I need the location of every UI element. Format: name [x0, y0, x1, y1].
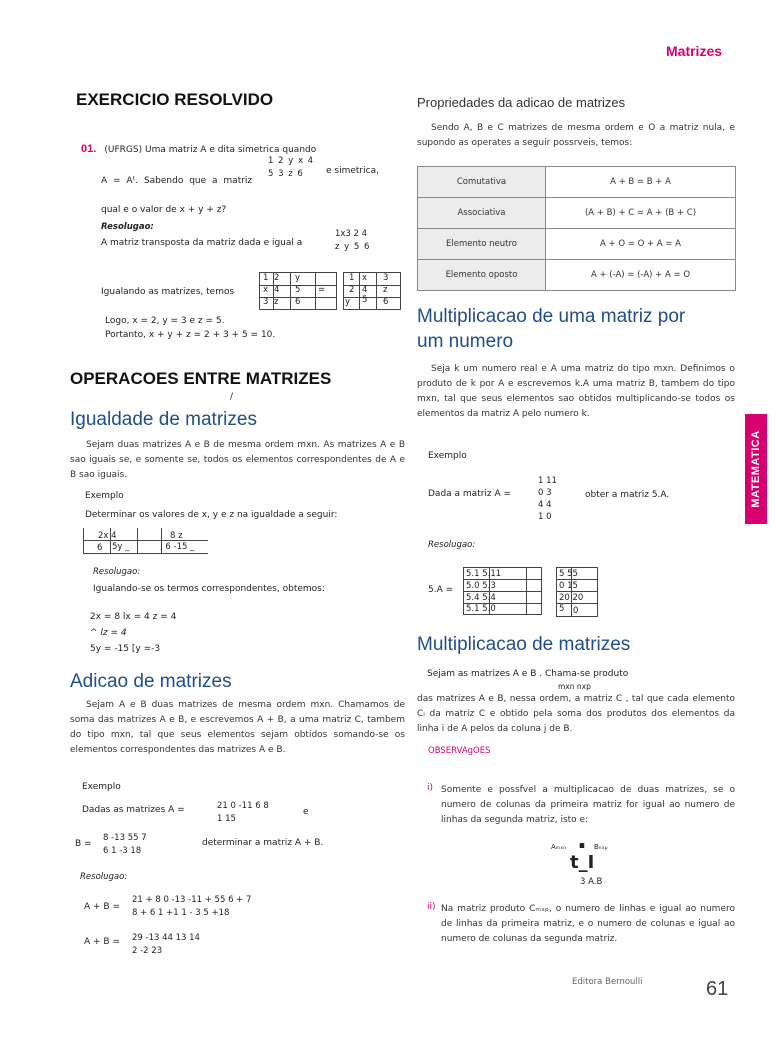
- observations-label: OBSERVAgOES: [428, 746, 491, 756]
- sum-label-2: A + B =: [84, 937, 120, 947]
- matrix-a-row1: 21 0 -11 6 8: [217, 801, 269, 811]
- sum-row1: 21 + 8 0 -13 -11 + 55 6 + 7: [132, 895, 252, 905]
- m2-cell: 3: [383, 273, 389, 283]
- table-row: [418, 260, 736, 291]
- m1-cell: y: [295, 273, 301, 283]
- scalar-right-row1: 5 55: [559, 569, 578, 579]
- sum-result-row1: 29 -13 44 13 14: [132, 933, 200, 943]
- matrix-mult-text: das matrizes A e B, nessa ordem, a matriz C , tal que cada elemento Cᵢ da matriz C e obtido pela soma dos produtos dos elementos da linha i de A pelos da coluna j de B.: [417, 694, 735, 734]
- m2-cell: z: [383, 285, 388, 295]
- obs-i-text: Somente e possfvel a multiplicacao de duas matrizes, se o numero de colunas da primeira matriz for igual ao numero de linhas da segunda matriz, isto e:: [441, 785, 735, 825]
- page-number: 61: [706, 978, 729, 1000]
- matrix-b-label: B =: [75, 839, 92, 849]
- scalar-right-row3: 20 20: [559, 593, 584, 603]
- obs-ii-number: ii): [427, 902, 436, 912]
- dims-dot: .: [577, 825, 587, 855]
- m1-cell: 5: [295, 285, 301, 295]
- m1-cell: 6: [295, 297, 301, 307]
- equality-eq2: ^ lz = 4: [90, 628, 127, 638]
- eq-cell: 6: [97, 543, 103, 553]
- scalar-left-row3: 5.4 5.4: [466, 593, 496, 603]
- m2-cell: y: [345, 297, 351, 307]
- operations-slash: /: [230, 392, 234, 402]
- table-row: [418, 198, 736, 229]
- addition-example-label: Exemplo: [82, 782, 121, 792]
- property-rule: A + O = O + A = A: [546, 229, 736, 260]
- property-name: Elemento oposto: [418, 260, 546, 291]
- equality-resolution-label: Resolugao:: [93, 567, 141, 577]
- matrix-mult-title: Multiplicacao de matrizes: [417, 634, 631, 655]
- scalar-a-row2: 0 3: [538, 488, 552, 498]
- matrix-b-row1: 8 -13 55 7: [103, 833, 147, 843]
- m1-cell: 1: [263, 273, 269, 283]
- equality-eq3: 5y = -15 [y =-3: [90, 644, 161, 654]
- m2-cell: 4: [362, 285, 368, 295]
- matrix-given-row2: 5 3 z 6: [268, 169, 304, 179]
- addition-e: e: [303, 807, 309, 817]
- scalar-mult-title-l2: um numero: [417, 331, 514, 352]
- dims-a: Aₘₓₙ: [551, 843, 567, 851]
- obs-ii-text: Na matriz produto Cₘₓₚ, o numero de linhas e igual ao numero de linhas da primeira matriz, e o numero de colunas e igual ao numero de colunas da segunda matriz.: [441, 904, 735, 944]
- eq-cell: 2x 4: [98, 531, 117, 541]
- result-logo: Logo, x = 2, y = 3 e z = 5.: [105, 316, 225, 326]
- eq-cell: 8 z: [170, 531, 183, 541]
- scalar-given: Dada a matriz A =: [428, 489, 512, 499]
- operations-title: OPERACOES ENTRE MATRIZES: [70, 369, 332, 388]
- addition-given: Dadas as matrizes A =: [82, 805, 185, 815]
- property-name: Associativa: [418, 198, 546, 229]
- dims-bracket: t_I: [570, 852, 595, 873]
- equating-label: Igualando as matrizes, temos: [101, 287, 235, 297]
- property-name: Comutativa: [418, 167, 546, 198]
- m2-cell: x: [362, 273, 368, 283]
- m1-cell: x: [263, 285, 269, 295]
- side-tab-label: MATEMATICA: [750, 430, 762, 508]
- m2-cell: 2: [349, 285, 355, 295]
- equals-sign: =: [318, 285, 326, 295]
- properties-table: [417, 166, 736, 291]
- matrix-a-row2: 1 15: [217, 814, 236, 824]
- properties-text: Sendo A, B e C matrizes de mesma ordem e O a matriz nula, e supondo as operates a seguir possrveis, temos:: [417, 123, 735, 148]
- matrix-given-row1: 1 2 y x 4: [268, 156, 315, 166]
- scalar-mult-text: Seja k um numero real e A uma matriz do tipo mxn. Definimos o produto de k por A e escrevemos k.A uma matriz B, tambem do tipo mxn, tal que seus elementos sao obtidos multiplicando-se todos os elementos da matriz A pelo numero k.: [417, 364, 735, 419]
- transpose-row1: 1x3 2 4: [335, 229, 368, 239]
- scalar-right-row5: 0: [573, 606, 579, 616]
- equality-title: Igualdade de matrizes: [70, 409, 257, 430]
- m2-cell: 1: [349, 273, 355, 283]
- addition-determine: determinar a matriz A + B.: [202, 838, 324, 848]
- running-header: Matrizes: [666, 43, 723, 59]
- m2-cell: 6: [383, 297, 389, 307]
- scalar-left-row2: 5.0 5.3: [466, 581, 496, 591]
- scalar-example-label: Exemplo: [428, 451, 467, 461]
- m1-cell: z: [274, 297, 279, 307]
- addition-title: Adicao de matrizes: [70, 671, 232, 692]
- scalar-right-row2: 0 15: [559, 581, 578, 591]
- matrix-b-row2: 6 1 -3 18: [103, 846, 142, 856]
- scalar-mult-title-l1: Multiplicacao de uma matriz por: [417, 306, 686, 327]
- scalar-a-row3: 4 4: [538, 500, 552, 510]
- m1-cell: 3: [263, 297, 269, 307]
- property-rule: A + (-A) = (-A) + A = O: [546, 260, 736, 291]
- equality-text: Sejam duas matrizes A e B de mesma ordem mxn. As matrizes A e B sao iguais se, e somente se, todos os elementos correspondentes de A e B sao iguais.: [70, 440, 405, 480]
- obs-i-number: i): [427, 783, 434, 793]
- addition-resolution-label: Resolugao:: [80, 872, 128, 882]
- equality-resolution-text: Igualando-se os termos correspondentes, obtemos:: [93, 584, 325, 594]
- exercise-statement-line1: 01. (UFRGS) Uma matriz A e dita simetrica quando: [81, 143, 317, 155]
- table-row: [418, 229, 736, 260]
- scalar-a-row4: 1 0: [538, 512, 552, 522]
- scalar-resolution-label: Resolugao:: [428, 540, 476, 550]
- exercise-line2: A = Aᵗ. Sabendo que a matriz: [101, 176, 253, 186]
- exercise-line2-end: e simetrica,: [326, 166, 379, 176]
- scalar-5a-label: 5.A =: [428, 585, 454, 595]
- exercise-number: 01.: [81, 143, 97, 155]
- eq-cell: , 6 -15 _: [160, 542, 195, 552]
- resolution-label: Resolugao:: [101, 222, 154, 232]
- equality-example-label: Exemplo: [85, 491, 124, 501]
- scalar-right-row4: 5: [559, 604, 565, 614]
- scalar-a-row1: 1 11: [538, 476, 557, 486]
- m2-cell: 5: [362, 295, 368, 305]
- exercise-title: EXERCICIO RESOLVIDO: [76, 90, 274, 109]
- side-tab: [745, 414, 767, 524]
- sum-label-1: A + B =: [84, 902, 120, 912]
- transpose-text: A matriz transposta da matriz dada e igual a: [101, 238, 303, 248]
- equality-eq1: 2x = 8 lx = 4 z = 4: [90, 612, 177, 622]
- scalar-left-row4: 5.1 5.0: [466, 604, 496, 614]
- footer-publisher: Editora Bernoulli: [572, 977, 643, 987]
- result-portanto: Portanto, x + y + z = 2 + 3 + 5 = 10.: [105, 330, 276, 340]
- dims-result: 3 A.B: [580, 877, 603, 887]
- exercise-question: qual e o valor de x + y + z?: [101, 205, 227, 215]
- sum-result-row2: 2 -2 23: [132, 946, 163, 956]
- property-rule: A + B = B + A: [546, 167, 736, 198]
- m1-cell: 2: [274, 273, 280, 283]
- scalar-left-row1: 5.1 5.11: [466, 569, 502, 579]
- addition-text: Sejam A e B duas matrizes de mesma ordem mxn. Chamamos de soma das matrizes A e B, e escrevemos A + B, a uma matriz C, tambem do tipo mxn, tal que seus elementos sejam obtidos somando-se os elementos correspondentes das matrizes A e B.: [70, 700, 405, 755]
- matrix-mult-line1: Sejam as matrizes A e B . Chama-se produto: [427, 669, 629, 679]
- scalar-obtain: obter a matriz 5.A.: [585, 490, 670, 500]
- eq-cell: 5y _: [112, 542, 130, 552]
- equality-determine: Determinar os valores de x, y e z na igualdade a seguir:: [85, 510, 338, 520]
- m1-cell: 4: [274, 285, 280, 295]
- table-row: [418, 167, 736, 198]
- sum-row2: 8 + 6 1 +1 1 - 3 5 +18: [132, 908, 230, 918]
- property-rule: (A + B) + C = A + (B + C): [546, 198, 736, 229]
- dims-b: Bₙₓₚ: [594, 843, 608, 851]
- properties-title: Propriedades da adicao de matrizes: [417, 95, 626, 110]
- transpose-row2: z y 5 6: [335, 242, 371, 252]
- property-name: Elemento neutro: [418, 229, 546, 260]
- matrix-mult-dims: mxn nxp: [558, 682, 591, 691]
